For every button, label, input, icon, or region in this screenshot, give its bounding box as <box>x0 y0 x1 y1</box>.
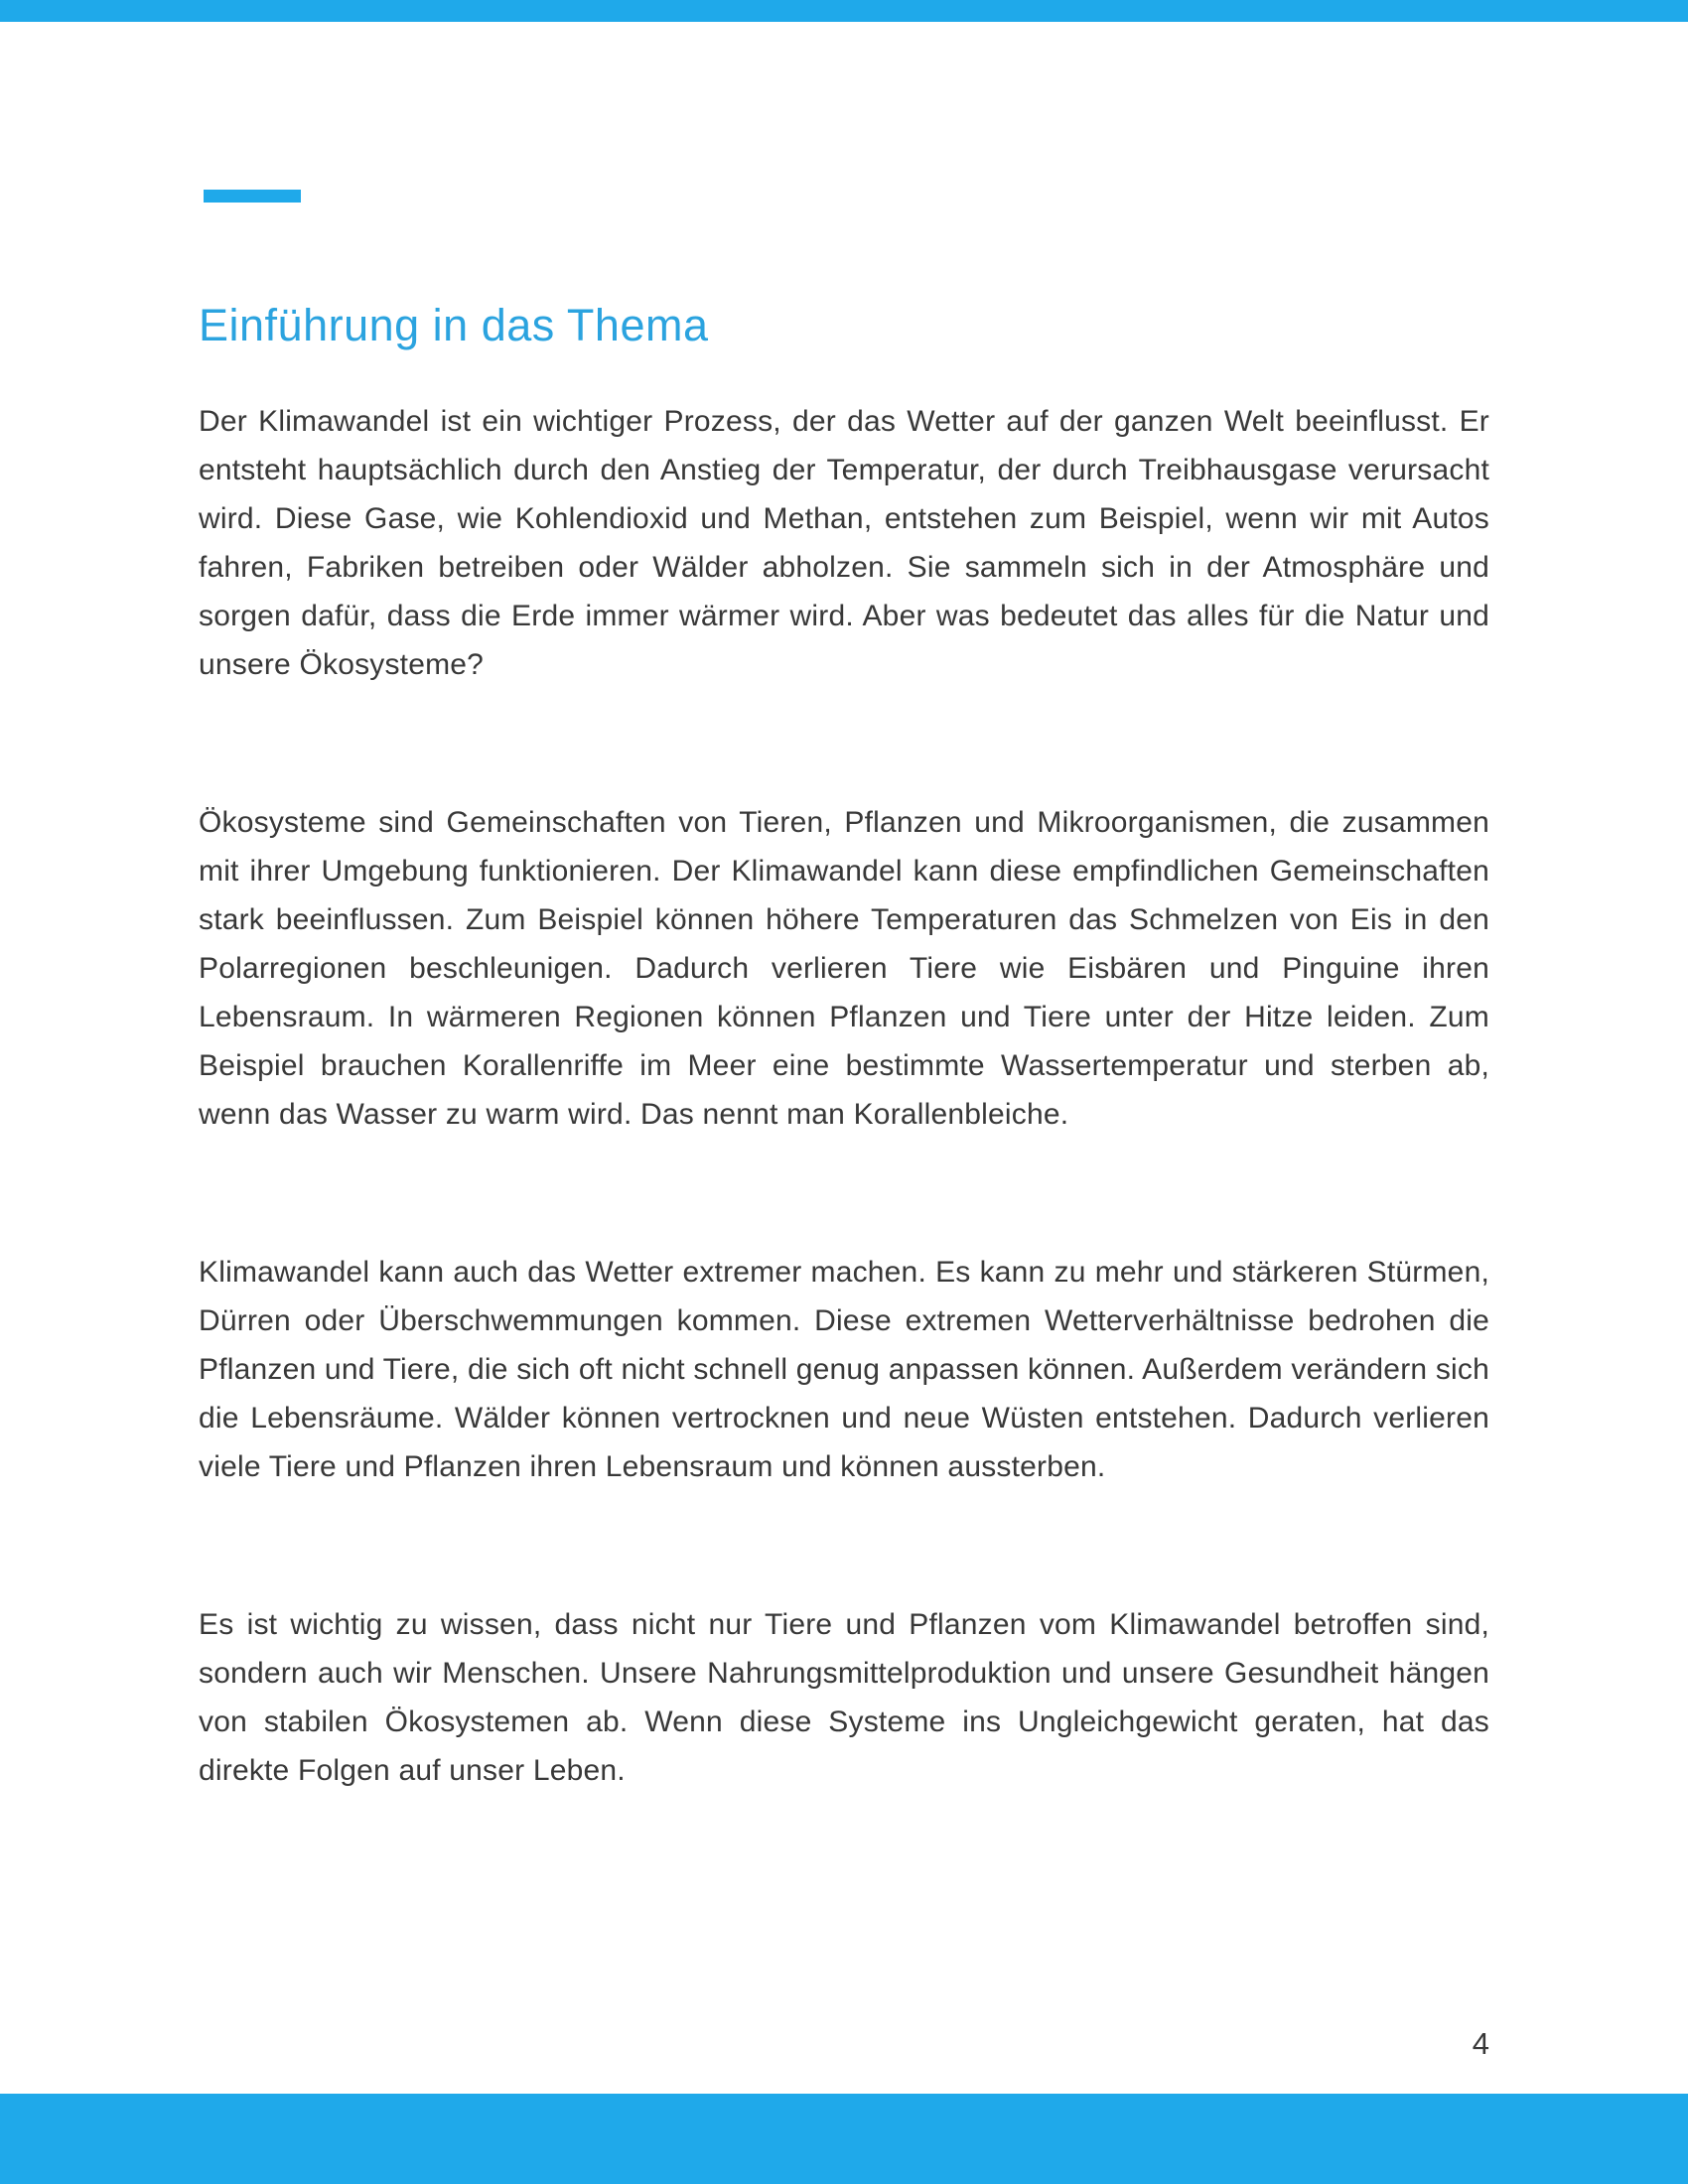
body-paragraph: Es ist wichtig zu wissen, dass nicht nur Tiere und Pflanzen vom Klimawandel betroffen sind, sondern auch wir Menschen. Unsere Nahrungsmittelproduktion und unsere Gesundheit hängen von stabilen Ökosystemen ab. Wenn diese Systeme ins Ungleichgewicht geraten, hat das direkte Folgen auf unser Leben. <box>199 1608 1489 1787</box>
bottom-accent-bar <box>0 2094 1688 2184</box>
page-number: 4 <box>1472 2026 1489 2061</box>
heading-accent-rule <box>204 190 301 203</box>
body-paragraph: Klimawandel kann auch das Wetter extremer machen. Es kann zu mehr und stärkeren Stürmen, Dürren oder Überschwemmungen kommen. Diese extremen Wetterverhältnisse bedrohen die Pflanzen und Tiere, die sich oft nicht schnell genug anpassen können. Außerdem verändern sich die Lebensräume. Wälder können vertrocknen und neue Wüsten entstehen. Dadurch verlieren viele Tiere und Pflanzen ihren Lebensraum und können aussterben. <box>199 1256 1489 1483</box>
page-title: Einführung in das Thema <box>199 300 709 350</box>
body-paragraph: Ökosysteme sind Gemeinschaften von Tieren, Pflanzen und Mikroorganismen, die zusammen mit ihrer Umgebung funktionieren. Der Klimawandel kann diese empfindlichen Gemeinschaften stark beeinflussen. Zum Beispiel können höhere Temperaturen das Schmelzen von Eis in den Polarregionen beschleunigen. Dadurch verlieren Tiere wie Eisbären und Pinguine ihren Lebensraum. In wärmeren Regionen können Pflanzen und Tiere unter der Hitze leiden. Zum Beispiel brauchen Korallenriffe im Meer eine bestimmte Wassertemperatur und sterben ab, wenn das Wasser zu warm wird. Das nennt man Korallenbleiche. <box>199 806 1489 1131</box>
body-text <box>199 397 1489 1904</box>
top-accent-bar <box>0 0 1688 22</box>
body-paragraph: Der Klimawandel ist ein wichtiger Prozess, der das Wetter auf der ganzen Welt beeinflusst. Er entsteht hauptsächlich durch den Anstieg der Temperatur, der durch Treibhausgase verursacht wird. Diese Gase, wie Kohlendioxid und Methan, entstehen zum Beispiel, wenn wir mit Autos fahren, Fabriken betreiben oder Wälder abholzen. Sie sammeln sich in der Atmosphäre und sorgen dafür, dass die Erde immer wärmer wird. Aber was bedeutet das alles für die Natur und unsere Ökosysteme? <box>199 405 1489 681</box>
